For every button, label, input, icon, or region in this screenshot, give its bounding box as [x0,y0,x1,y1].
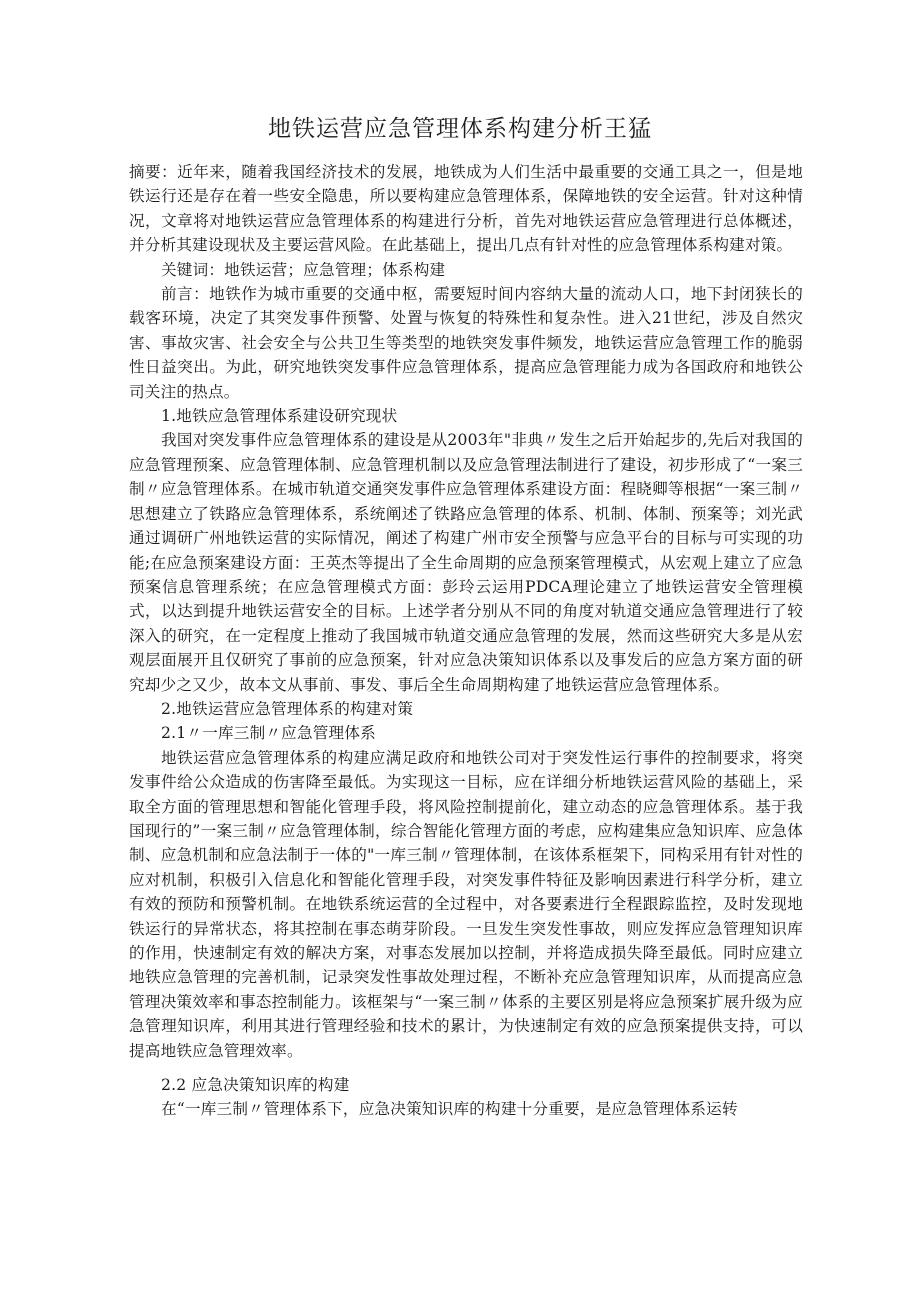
keywords-line: 关键词：地铁运营；应急管理；体系构建 [161,260,446,279]
section-1-heading: 1.地铁应急管理体系建设研究现状 [161,407,398,426]
section-2-1-heading: 2.1〃一库三制〃应急管理体系 [161,724,376,743]
document-body [129,160,803,1122]
preface-paragraph: 前言：地铁作为城市重要的交通中枢，需要短时间内容纳大量的流动人口，地下封闭狭长的载客环境，决定了其突发事件预警、处置与恢复的特殊性和复杂性。进入21世纪，涉及自然灾害、事故灾害、社会安全与公共卫生等类型的地铁突发事件频发，地铁运营应急管理工作的脆弱性日益突出。为此，研究地铁突发事件应急管理体系，提高应急管理能力成为各国政府和地铁公司关注的热点。 [129,285,803,401]
document-title: 地铁运营应急管理体系构建分析王猛 [268,116,652,142]
abstract-paragraph: 摘要：近年来，随着我国经济技术的发展，地铁成为人们生活中最重要的交通工具之一，但是地铁运行还是存在着一些安全隐患，所以要构建应急管理体系，保障地铁的安全运营。针对这种情况，文章将对地铁运营应急管理体系的构建进行分析，首先对地铁运营应急管理进行总体概述，并分析其建设现状及主要运营风险。在此基础上，提出几点有针对性的应急管理体系构建对策。 [129,163,803,255]
section-2-1-paragraph: 地铁运营应急管理体系的构建应满足政府和地铁公司对于突发性运行事件的控制要求，将突发事件给公众造成的伤害降至最低。为实现这一目标，应在详细分析地铁运营风险的基础上，采取全方面的管理思想和智能化管理手段，将风险控制提前化，建立动态的应急管理体系。基于我国现行的”一案三制〃应急管理体制，综合智能化管理方面的考虑，应构建集应急知识库、应急体制、应急机制和应急法制于一体的"一库三制〃管理体制，在该体系框架下，同构采用有针对性的应对机制，积极引入信息化和智能化管理手段，对突发事件特征及影响因素进行科学分析，建立有效的预防和预警机制。在地铁系统运营的全过程中，对各要素进行全程跟踪监控，及时发现地铁运行的异常状态，将其控制在事态萌芽阶段。一旦发生突发性事故，则应发挥应急管理知识库的作用，快速制定有效的解决方案，对事态发展加以控制，并将造成损失降至最低。同时应建立地铁应急管理的完善机制，记录突发性事故处理过程，不断补充应急管理知识库，从而提高应急管理决策效率和事态控制能力。该框架与“一案三制〃体系的主要区别是将应急预案扩展升级为应急管理知识库，利用其进行管理经验和技术的累计，为快速制定有效的应急预案提供支持，可以提高地铁应急管理效率。 [129,748,803,1060]
section-2-heading: 2.地铁运营应急管理体系的构建对策 [161,699,414,718]
section-2-2-heading: 2.2 应急决策知识库的构建 [161,1076,350,1095]
paragraph-gap [129,1063,803,1073]
section-2-2-paragraph: 在“一库三制〃管理体系下，应急决策知识库的构建十分重要，是应急管理体系运转 [161,1100,738,1119]
section-1-paragraph: 我国对突发事件应急管理体系的建设是从2003年"非典〃发生之后开始起步的,先后对我国的应急管理预案、应急管理体制、应急管理机制以及应急管理法制进行了建设，初步形成了“一案三制〃应急管理体系。在城市轨道交通突发事件应急管理体系建设方面：程晓卿等根据“一案三制〃思想建立了铁路应急管理体系，系统阐述了铁路应急管理的体系、机制、体制、预案等；刘光武通过调研广州地铁运营的实际情况，阐述了构建广州市安全预警与应急平台的目标与可实现的功能;在应急预案建设方面：王英杰等提出了全生命周期的应急预案管理模式，从宏观上建立了应急预案信息管理系统；在应急管理模式方面：彭玲云运用PDCA理论建立了地铁运营安全管理模式，以达到提升地铁运营安全的目标。上述学者分别从不同的角度对轨道交通应急管理进行了较深入的研究，在一定程度上推动了我国城市轨道交通应急管理的发展，然而这些研究大多是从宏观层面展开且仅研究了事前的应急预案，针对应急决策知识体系以及事发后的应急方案方面的研究却少之又少，故本文从事前、事发、事后全生命周期构建了地铁运营应急管理体系。 [129,431,803,694]
